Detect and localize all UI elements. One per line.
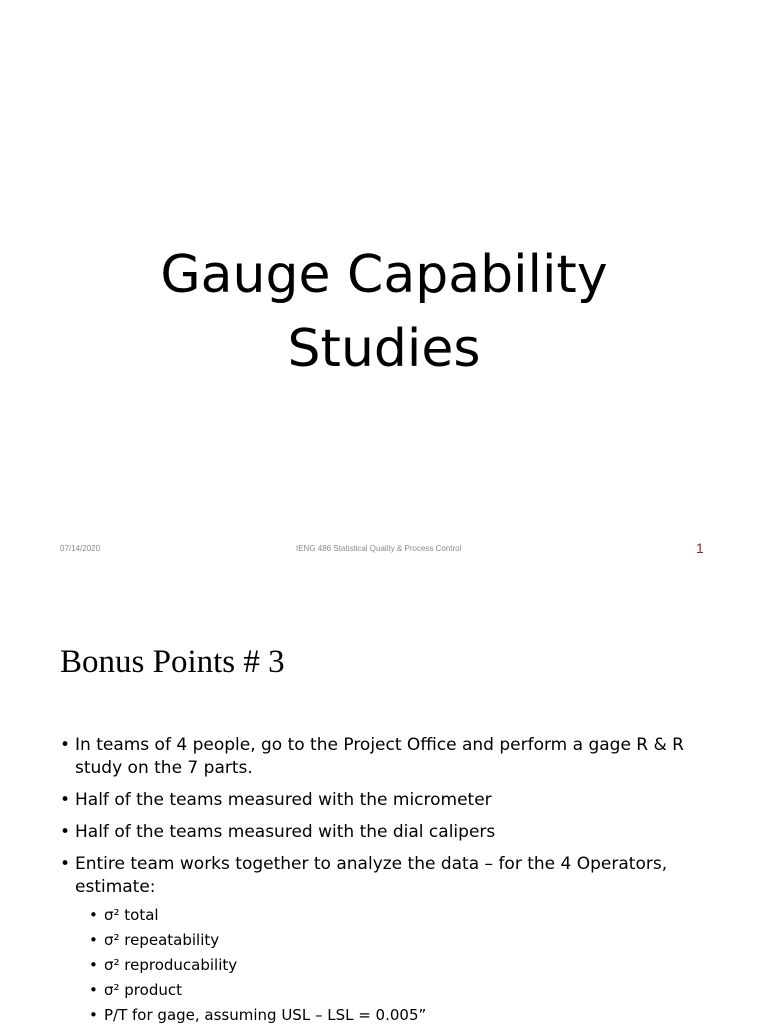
slide-title-line-2: Studies	[287, 319, 481, 379]
bullet-item-text: Entire team works together to analyze the data – for the 4 Operators, estimate:	[75, 854, 668, 897]
slide-title	[0, 238, 768, 386]
bullet-item: • In teams of 4 people, go to the Project Office and perform a gage R & R study on the 7 parts.	[60, 734, 720, 780]
sub-bullet-item: • σ² repeatability	[89, 928, 720, 953]
bullet-list	[60, 734, 720, 1024]
sub-bullet-item: • σ² reproducability	[89, 953, 720, 978]
slide-heading: Bonus Points # 3	[60, 644, 285, 680]
footer-date: 07/14/2020	[60, 544, 101, 553]
sub-bullet-item: • σ² total	[89, 903, 720, 928]
bullet-item-with-subitems	[60, 853, 720, 1024]
bullet-item: • Half of the teams measured with the micrometer	[60, 789, 720, 812]
footer-course-name: IENG 486 Statistical Quality & Process Control	[296, 544, 462, 553]
bonus-points-slide	[0, 586, 768, 1024]
sub-bullet-item: • P/T for gage, assuming USL – LSL = 0.005”	[89, 1003, 720, 1024]
bullet-item: • Half of the teams measured with the dial calipers	[60, 821, 720, 844]
sub-bullet-list	[75, 903, 720, 1024]
page-number: 1	[696, 540, 704, 556]
sub-bullet-item: • σ² product	[89, 978, 720, 1003]
slide-title-line-1: Gauge Capability	[160, 245, 608, 305]
